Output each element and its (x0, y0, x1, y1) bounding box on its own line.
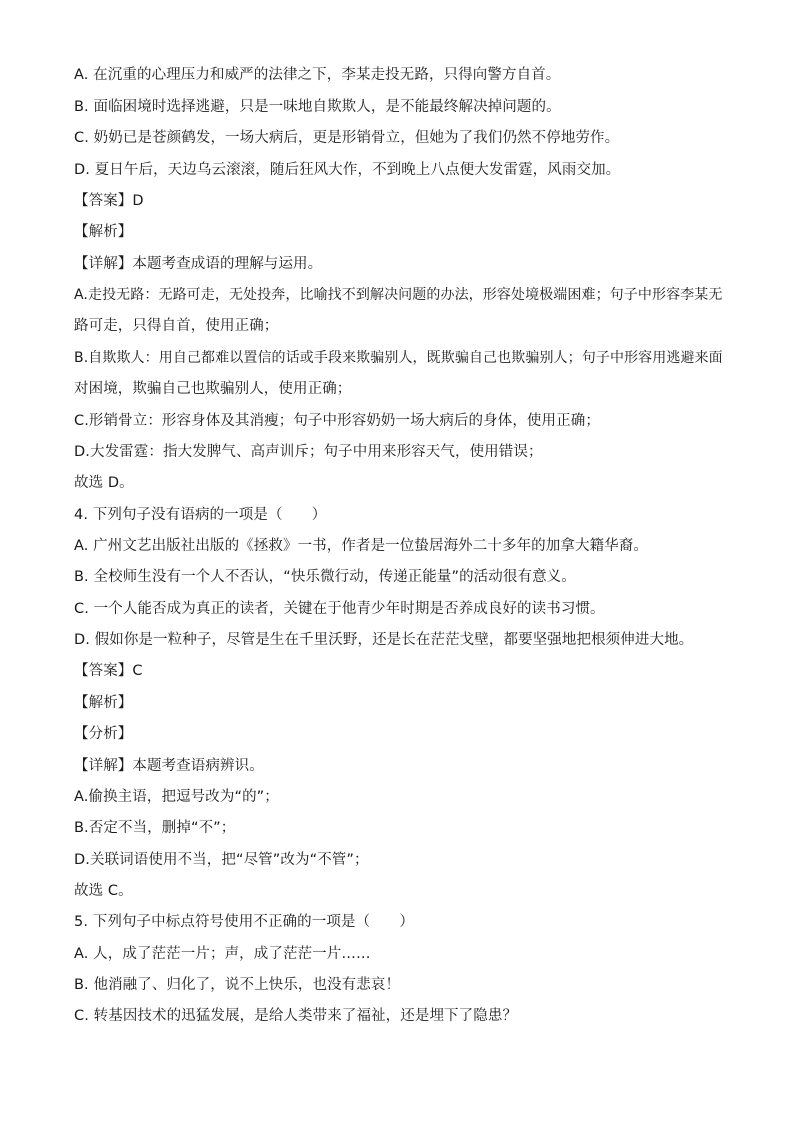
answer-label: 【答案】C (74, 663, 143, 679)
explanation-line: A.走投无路：无路可走，无处投奔，比喻找不到解决问题的办法，形容处境极端困难；句子中形容李某无 (74, 287, 723, 303)
explanation-line: D.关联词语使用不当，把“尽管”改为“不管”； (74, 852, 369, 868)
question-4-title: 4. 下列句子没有语病的一项是（ ） (74, 507, 327, 523)
option-line: C. 一个人能否成为真正的读者，关键在于他青少年时期是否养成良好的读书习惯。 (74, 601, 605, 617)
option-line: A. 广州文艺出版社出版的《拯救》一书，作者是一位蛰居海外二十多年的加拿大籍华裔。 (74, 538, 648, 554)
explanation-heading: 【详解】本题考查成语的理解与运用。 (74, 256, 323, 272)
option-line: C. 奶奶已是苍颜鹤发，一场大病后，更是形销骨立，但她为了我们仍然不停地劳作。 (74, 130, 620, 146)
option-line: A. 在沉重的心理压力和威严的法律之下，李某走投无路，只得向警方自首。 (74, 67, 561, 83)
option-line: D. 假如你是一粒种子，尽管是生在千里沃野，还是长在茫茫戈壁，都要坚强地把根须伸进大地。 (74, 632, 694, 648)
explanation-line: B.否定不当，删掉“不”； (74, 820, 236, 836)
option-line: A. 人，成了茫茫一片；声，成了茫茫一片…… (74, 946, 371, 962)
explanation-line: B.自欺欺人：用自己都难以置信的话或手段来欺骗别人，既欺骗自己也欺骗别人；句子中形容用逃避来面 (74, 350, 723, 366)
analysis-label: 【解析】 (74, 224, 133, 240)
explanation-line: C.形销骨立：形容身体及其消瘦；句子中形容奶奶一场大病后的身体，使用正确； (74, 413, 600, 429)
question-5-title: 5. 下列句子中标点符号使用不正确的一项是（ ） (74, 914, 414, 930)
analysis-sub-label: 【分析】 (74, 726, 133, 742)
option-line: D. 夏日午后，天边乌云滚滚，随后狂风大作，不到晚上八点便大发雷霆，风雨交加。 (74, 162, 621, 178)
explanation-heading: 【详解】本题考查语病辨识。 (74, 758, 264, 774)
conclusion-line: 故选 C。 (74, 883, 133, 899)
explanation-line: A.偷换主语，把逗号改为“的”； (74, 789, 279, 805)
option-line: C. 转基因技术的迅猛发展，是给人类带来了福祉，还是埋下了隐患？ (74, 1008, 518, 1024)
analysis-label: 【解析】 (74, 695, 133, 711)
explanation-line: 路可走，只得自首，使用正确； (74, 318, 279, 334)
explanation-line: 对困境，欺骗自己也欺骗别人，使用正确； (74, 381, 352, 397)
option-line: B. 全校师生没有一个人不否认，“快乐微行动，传递正能量”的活动很有意义。 (74, 569, 576, 585)
option-line: B. 面临困境时选择逃避，只是一味地自欺欺人，是不能最终解决掉问题的。 (74, 99, 561, 115)
answer-label: 【答案】D (74, 193, 144, 209)
option-line: B. 他消融了、归化了，说不上快乐，也没有悲哀！ (74, 977, 401, 993)
conclusion-line: 故选 D。 (74, 475, 134, 491)
explanation-line: D.大发雷霆：指大发脾气、高声训斥；句子中用来形容天气，使用错误； (74, 444, 543, 460)
